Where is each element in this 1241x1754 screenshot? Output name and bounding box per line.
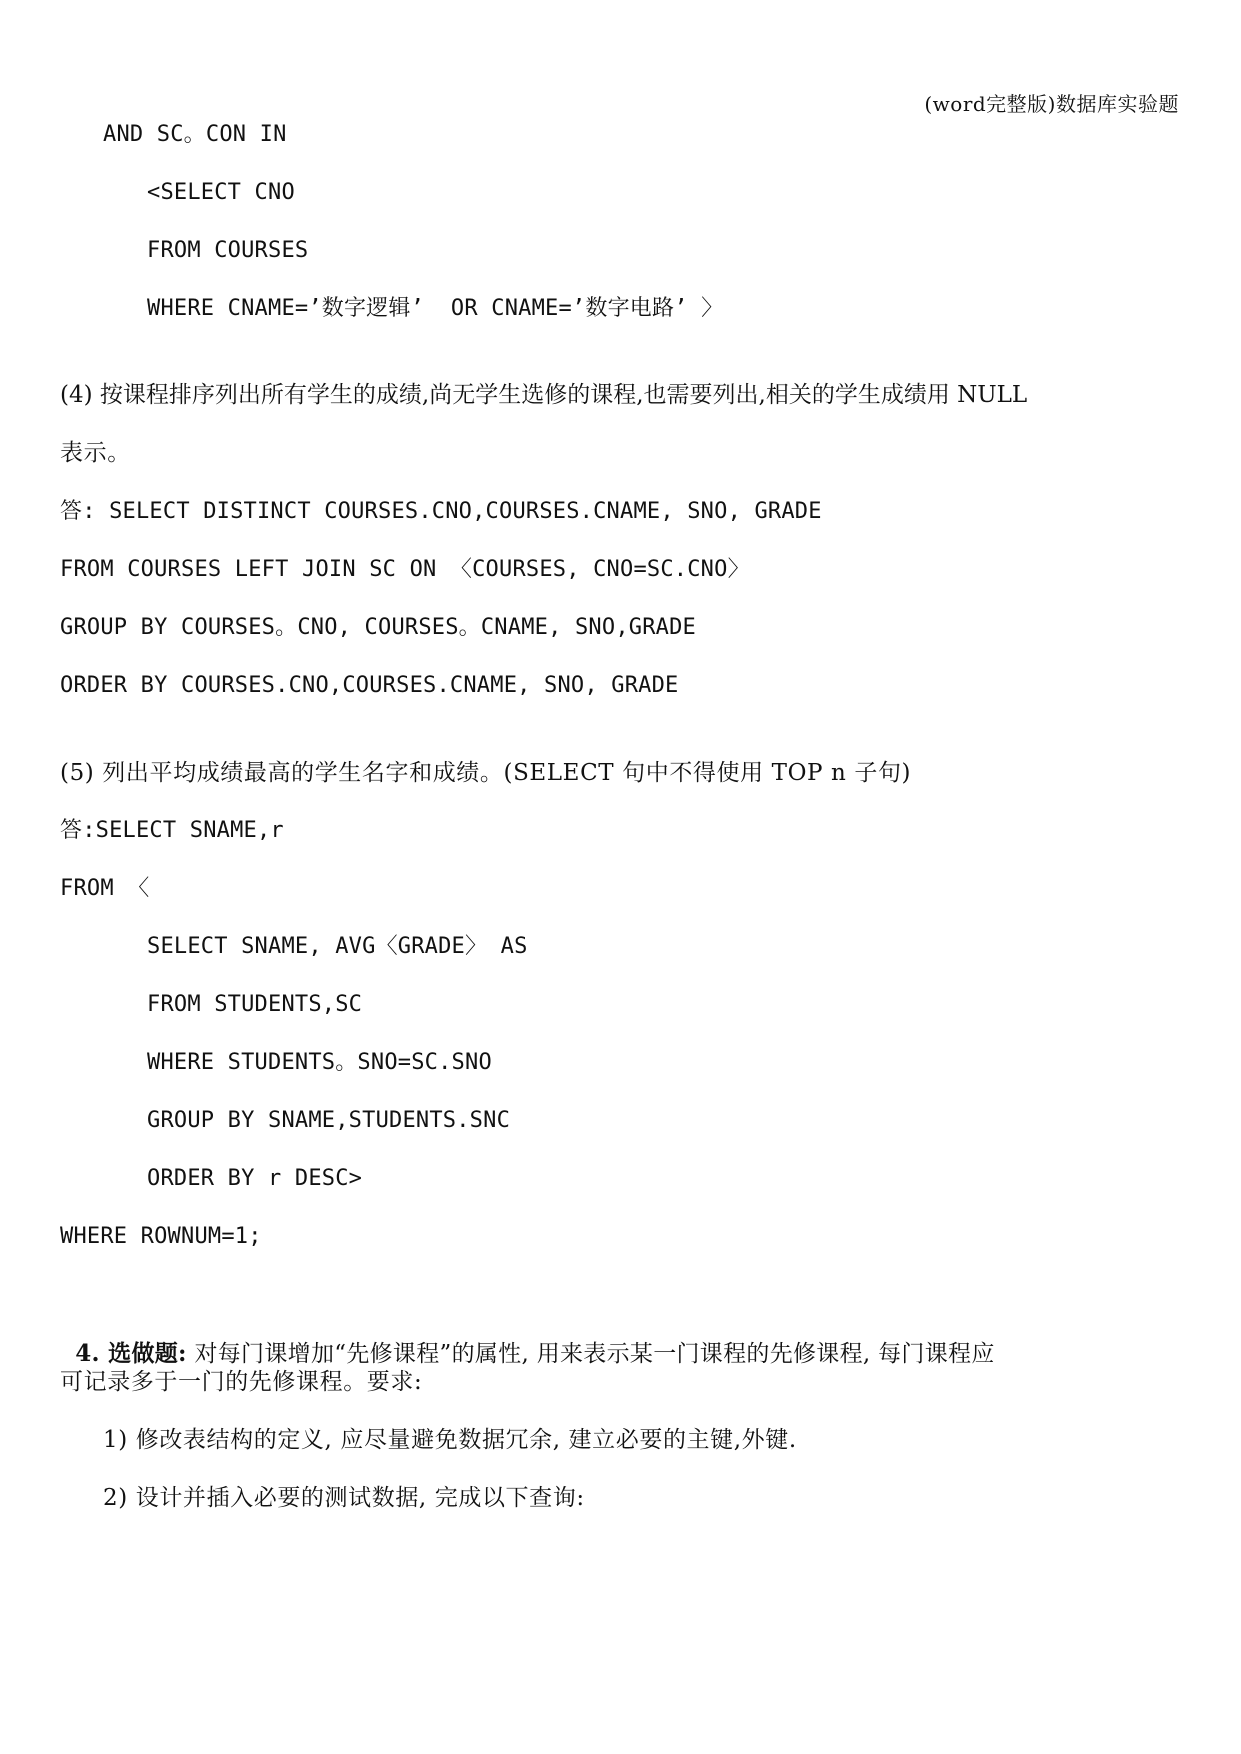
code-line: ORDER BY COURSES.CNO,COURSES.CNAME, SNO, GRADE	[60, 673, 679, 698]
page-header: (word完整版)数据库实验题	[924, 92, 1179, 116]
code-line: FROM STUDENTS,SC	[147, 992, 363, 1017]
code-line: WHERE STUDENTS。SNO=SC.SNO	[147, 1050, 492, 1075]
section-4-label: 4. 选做题:	[75, 1340, 187, 1367]
code-line: FROM COURSES LEFT JOIN SC ON 〈COURSES, CNO=SC.CNO〉	[60, 557, 750, 582]
code-line: AND SC。CON IN	[103, 122, 287, 147]
question-4-text-cont: 表示。	[60, 440, 131, 466]
requirement-item-2: 2) 设计并插入必要的测试数据, 完成以下查询:	[103, 1485, 585, 1511]
code-line: GROUP BY SNAME,STUDENTS.SNC	[147, 1108, 511, 1133]
code-line: ORDER BY r DESC>	[147, 1166, 363, 1191]
section-4-text: 对每门课增加“先修课程”的属性, 用来表示某一门课程的先修课程, 每门课程应	[186, 1341, 995, 1367]
code-line: FROM 〈	[60, 876, 150, 901]
code-line: GROUP BY COURSES。CNO, COURSES。CNAME, SNO,GRADE	[60, 615, 696, 640]
code-line: FROM COURSES	[147, 238, 309, 263]
section-4-line-2: 可记录多于一门的先修课程。要求:	[60, 1369, 423, 1395]
code-line: WHERE CNAME=’数字逻辑’ OR CNAME=’数字电路’ 〉	[147, 296, 724, 321]
question-5-text: (5) 列出平均成绩最高的学生名字和成绩。(SELECT 句中不得使用 TOP n 子句)	[60, 760, 912, 786]
code-line: SELECT SNAME, AVG〈GRADE〉 AS	[147, 934, 528, 959]
answer-line: 答: SELECT DISTINCT COURSES.CNO,COURSES.CNAME, SNO, GRADE	[60, 499, 822, 524]
question-4-text: (4) 按课程排序列出所有学生的成绩,尚无学生选修的课程,也需要列出,相关的学生成绩用 NULL	[60, 382, 1028, 408]
requirement-item-1: 1) 修改表结构的定义, 应尽量避免数据冗余, 建立必要的主键,外键.	[103, 1427, 797, 1453]
section-4-line-1	[60, 1309, 995, 1369]
answer-line: 答:SELECT SNAME,r	[60, 818, 284, 843]
code-line: WHERE ROWNUM=1;	[60, 1224, 262, 1249]
code-line: <SELECT CNO	[147, 180, 295, 205]
